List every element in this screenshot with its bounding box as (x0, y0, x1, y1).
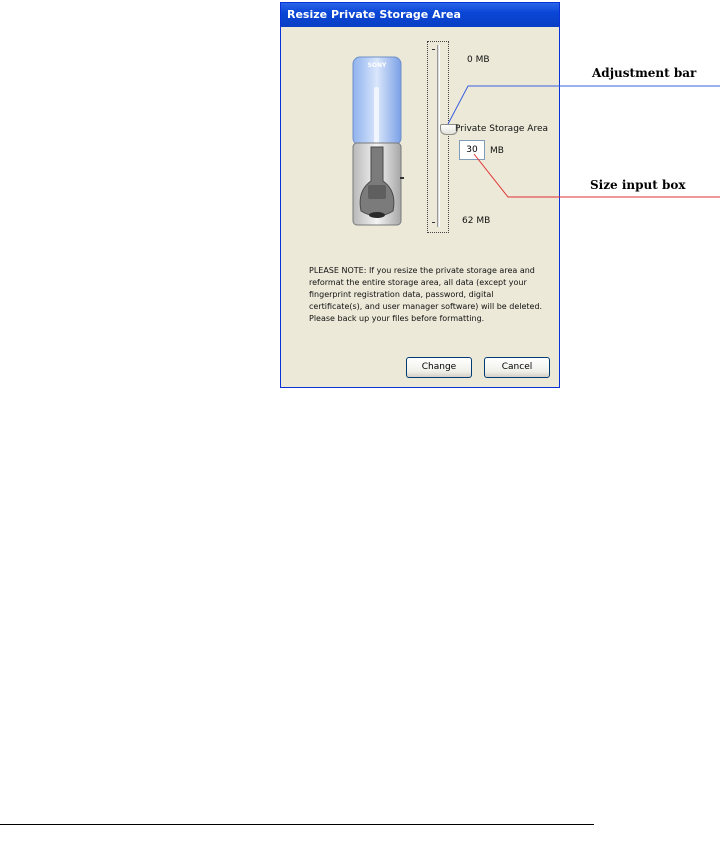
slider-min-label: 0 MB (467, 55, 490, 65)
please-note-text: PLEASE NOTE: If you resize the private storage area and reformat the entire storage area, all data (except your fingerprint registration data, password, digital certificate(s), and user manager software) will be deleted. Please back up your files before formatting. (309, 266, 543, 323)
footer-rule (0, 824, 594, 825)
cancel-button[interactable]: Cancel (484, 357, 550, 378)
slider-max-label: 62 MB (462, 216, 491, 226)
size-unit-label: MB (490, 146, 504, 156)
change-button[interactable]: Change (406, 357, 472, 378)
slider-caption: Private Storage Area (455, 124, 549, 134)
dialog-title: Resize Private Storage Area (281, 3, 559, 27)
size-input-box[interactable]: 30 (459, 140, 485, 160)
device-brand-text: SONY (367, 62, 387, 69)
size-input-box-callout: Size input box (590, 178, 686, 192)
adjustment-bar-callout: Adjustment bar (592, 66, 697, 80)
adjustment-bar-leader (448, 86, 720, 124)
